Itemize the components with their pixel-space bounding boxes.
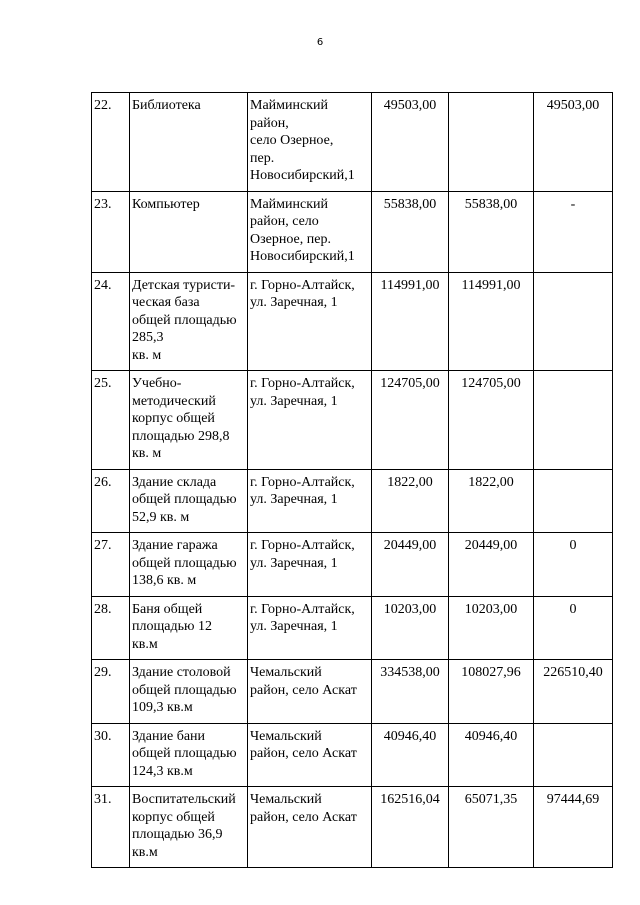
table-row	[92, 787, 613, 868]
row-number-cell: 24.	[92, 272, 130, 371]
row-number-cell: 29.	[92, 660, 130, 724]
object-name-cell: Здание гаража общей площадью 138,6 кв. м	[130, 533, 248, 597]
table-row	[92, 272, 613, 371]
address-cell: Чемальский район, село Аскат	[248, 787, 372, 868]
table-row	[92, 660, 613, 724]
value-1-cell: 334538,00	[372, 660, 449, 724]
value-3-cell: 97444,69	[534, 787, 613, 868]
address-cell: г. Горно-Алтайск, ул. Заречная, 1	[248, 533, 372, 597]
row-number-cell: 28.	[92, 596, 130, 660]
value-2-cell: 20449,00	[449, 533, 534, 597]
table-row	[92, 723, 613, 787]
row-number-cell: 27.	[92, 533, 130, 597]
value-2-cell: 114991,00	[449, 272, 534, 371]
row-number-cell: 23.	[92, 191, 130, 272]
address-cell: г. Горно-Алтайск, ул. Заречная, 1	[248, 596, 372, 660]
value-1-cell: 162516,04	[372, 787, 449, 868]
value-1-cell: 49503,00	[372, 93, 449, 192]
object-name-cell: Учебно- методический корпус общей площадью 298,8 кв. м	[130, 371, 248, 470]
object-name-cell: Здание бани общей площадью 124,3 кв.м	[130, 723, 248, 787]
value-2-cell: 10203,00	[449, 596, 534, 660]
object-name-cell: Библиотека	[130, 93, 248, 192]
value-3-cell: 0	[534, 533, 613, 597]
table-row	[92, 596, 613, 660]
address-cell: г. Горно-Алтайск, ул. Заречная, 1	[248, 371, 372, 470]
table-row	[92, 533, 613, 597]
row-number-cell: 30.	[92, 723, 130, 787]
value-2-cell: 124705,00	[449, 371, 534, 470]
value-1-cell: 114991,00	[372, 272, 449, 371]
table-body	[92, 93, 613, 868]
value-3-cell	[534, 371, 613, 470]
value-2-cell: 55838,00	[449, 191, 534, 272]
address-cell: Майминский район, село Озерное, пер. Новосибирский,1	[248, 93, 372, 192]
object-name-cell: Здание столовой общей площадью 109,3 кв.м	[130, 660, 248, 724]
object-name-cell: Воспитательский корпус общей площадью 36,9 кв.м	[130, 787, 248, 868]
value-1-cell: 40946,40	[372, 723, 449, 787]
value-1-cell: 10203,00	[372, 596, 449, 660]
value-1-cell: 20449,00	[372, 533, 449, 597]
address-cell: г. Горно-Алтайск, ул. Заречная, 1	[248, 272, 372, 371]
object-name-cell: Баня общей площадью 12 кв.м	[130, 596, 248, 660]
address-cell: Майминский район, село Озерное, пер. Новосибирский,1	[248, 191, 372, 272]
property-registry-table	[91, 92, 613, 868]
value-3-cell	[534, 723, 613, 787]
value-1-cell: 124705,00	[372, 371, 449, 470]
address-cell: г. Горно-Алтайск, ул. Заречная, 1	[248, 469, 372, 533]
table-row	[92, 93, 613, 192]
value-2-cell	[449, 93, 534, 192]
value-2-cell: 65071,35	[449, 787, 534, 868]
address-cell: Чемальский район, село Аскат	[248, 660, 372, 724]
row-number-cell: 26.	[92, 469, 130, 533]
value-3-cell	[534, 272, 613, 371]
object-name-cell: Компьютер	[130, 191, 248, 272]
value-3-cell: 0	[534, 596, 613, 660]
table-row	[92, 469, 613, 533]
table-row	[92, 371, 613, 470]
value-2-cell: 108027,96	[449, 660, 534, 724]
object-name-cell: Детская туристи- ческая база общей площадью 285,3 кв. м	[130, 272, 248, 371]
value-3-cell: -	[534, 191, 613, 272]
row-number-cell: 31.	[92, 787, 130, 868]
value-3-cell	[534, 469, 613, 533]
object-name-cell: Здание склада общей площадью 52,9 кв. м	[130, 469, 248, 533]
value-2-cell: 1822,00	[449, 469, 534, 533]
row-number-cell: 22.	[92, 93, 130, 192]
page-number: 6	[316, 37, 324, 48]
value-3-cell: 226510,40	[534, 660, 613, 724]
value-2-cell: 40946,40	[449, 723, 534, 787]
value-1-cell: 1822,00	[372, 469, 449, 533]
value-3-cell: 49503,00	[534, 93, 613, 192]
address-cell: Чемальский район, село Аскат	[248, 723, 372, 787]
value-1-cell: 55838,00	[372, 191, 449, 272]
table-row	[92, 191, 613, 272]
row-number-cell: 25.	[92, 371, 130, 470]
